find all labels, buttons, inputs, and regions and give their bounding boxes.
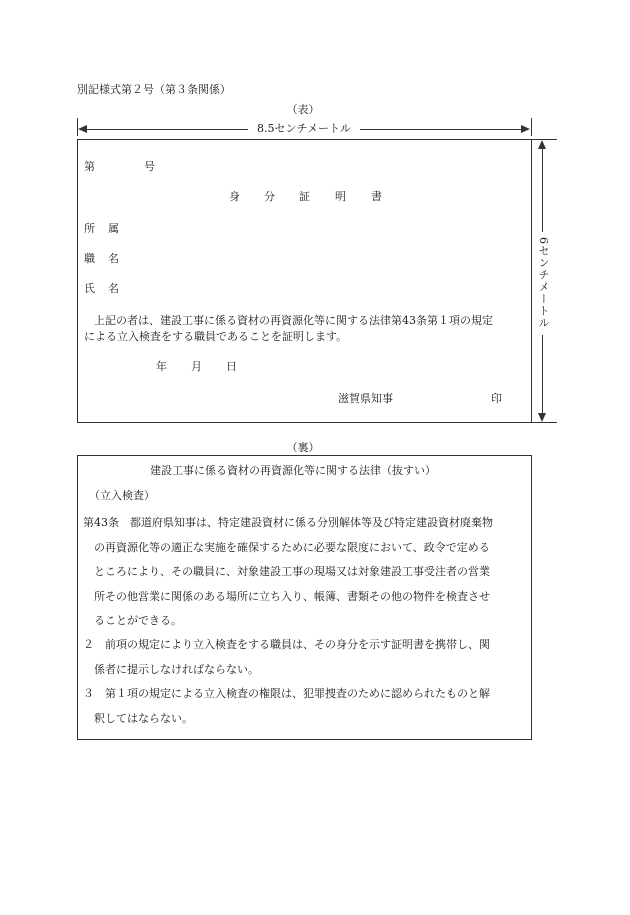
certificate-body-line1: 上記の者は、建設工事に係る資材の再資源化等に関する法律第43条第１項の規定 (94, 314, 493, 327)
date-month: 月 (191, 360, 202, 373)
height-line-bottom (542, 335, 543, 415)
height-label: 6センチメートル (537, 237, 550, 329)
height-line-top (542, 147, 543, 232)
field-title-c1: 職 (84, 252, 95, 265)
arrow-right-icon (521, 125, 530, 133)
field-affiliation-c2: 属 (108, 222, 119, 235)
number-suffix: 号 (144, 160, 155, 173)
date-year: 年 (156, 360, 167, 373)
front-side-label: （表） (286, 103, 320, 116)
paragraph-2 (83, 633, 525, 682)
paragraph-line: 係者に提示しなければならない。 (94, 662, 259, 676)
paragraph-line: 釈してはならない。 (94, 711, 193, 725)
article-43 (83, 511, 525, 634)
date-day: 日 (226, 360, 237, 373)
paragraph-line: ２ 前項の規定により立入検査をする職員は、その身分を示す証明書を携帯し、関 (83, 638, 490, 651)
height-tick-bottom (531, 422, 557, 423)
card-title-char: 分 (264, 190, 275, 203)
number-prefix: 第 (84, 160, 95, 173)
width-label: 8.5センチメートル (256, 122, 352, 135)
arrow-left-icon (78, 125, 87, 133)
certificate-body-line2: による立入検査をする職員であることを証明します。 (84, 330, 348, 343)
width-line-left (80, 129, 248, 130)
width-tick-right (531, 118, 532, 136)
paragraph-3 (83, 682, 525, 731)
width-line-right (360, 129, 528, 130)
field-name-c2: 名 (108, 282, 119, 295)
article-line: ところにより、その職員に、対象建設工事の現場又は対象建設工事受注者の営業 (94, 565, 490, 578)
front-card (77, 139, 532, 423)
issuer: 滋賀県知事 (338, 392, 393, 405)
card-title-char: 証 (299, 190, 310, 203)
field-title-c2: 名 (108, 252, 119, 265)
article-line: 第43条 都道府県知事は、特定建設資材に係る分別解体等及び特定建設資材廃棄物 (83, 516, 493, 529)
form-title: 別記様式第２号（第３条関係） (77, 83, 231, 96)
field-affiliation-c1: 所 (84, 222, 95, 235)
back-side-label: （裏） (286, 441, 320, 454)
paragraph-line: ３ 第１項の規定による立入検査の権限は、犯罪捜査のために認められたものと解 (83, 687, 490, 700)
arrow-down-icon (538, 413, 546, 422)
article-line: の再資源化等の適正な実施を確保するために必要な限度において、政令で定める (94, 540, 490, 554)
article-line: ることができる。 (94, 614, 182, 627)
article-line: 所その他営業に関係のある場所に立ち入り、帳簿、書類その他の物件を検査させ (94, 589, 490, 603)
card-title-char: 明 (335, 190, 346, 203)
arrow-up-icon (538, 140, 546, 149)
section-heading: （立入検査） (89, 489, 155, 502)
law-title: 建設工事に係る資材の再資源化等に関する法律（抜すい） (150, 464, 436, 477)
seal-mark: 印 (491, 392, 502, 405)
card-title-char: 書 (371, 190, 382, 203)
field-name-c1: 氏 (84, 282, 95, 295)
card-title-char: 身 (229, 190, 240, 203)
